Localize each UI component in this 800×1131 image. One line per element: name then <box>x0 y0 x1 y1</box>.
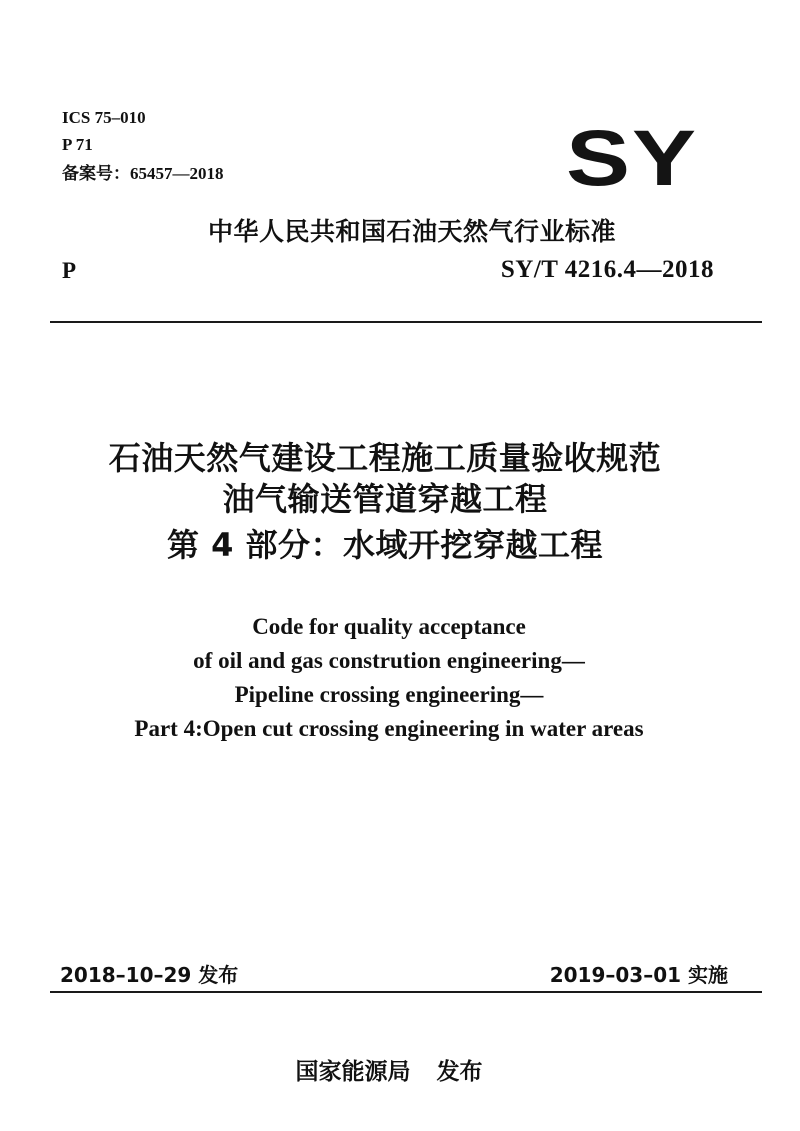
english-title-line-4: Part 4:Open cut crossing engineering in water areas <box>134 716 644 741</box>
top-divider <box>50 321 762 323</box>
issue-date: 2018–10–29 发布 <box>60 963 239 987</box>
classification-code: P 71 <box>62 135 93 154</box>
industry-standard-title: 中华人民共和国石油天然气行业标准 <box>208 217 617 246</box>
bottom-divider <box>50 991 762 993</box>
sy-logo: SY <box>566 114 699 203</box>
chinese-title-line-2: 油气输送管道穿越工程 <box>222 480 548 518</box>
implementation-date: 2019–03–01 实施 <box>549 963 728 987</box>
chinese-title-line-3: 第 4 部分：水域开挖穿越工程 <box>166 526 604 564</box>
filing-number: 备案号：65457—2018 <box>62 164 224 183</box>
category-letter: P <box>62 258 77 283</box>
chinese-title-line-1: 石油天然气建设工程施工质量验收规范 <box>108 439 662 477</box>
publisher: 国家能源局 发布 <box>295 1059 483 1085</box>
english-title-line-1: Code for quality acceptance <box>252 614 526 639</box>
english-title-line-3: Pipeline crossing engineering— <box>234 682 544 707</box>
english-title-line-2: of oil and gas constrution engineering— <box>193 648 585 673</box>
standard-number: SY/T 4216.4—2018 <box>500 256 714 283</box>
ics-code: ICS 75–010 <box>62 108 146 127</box>
